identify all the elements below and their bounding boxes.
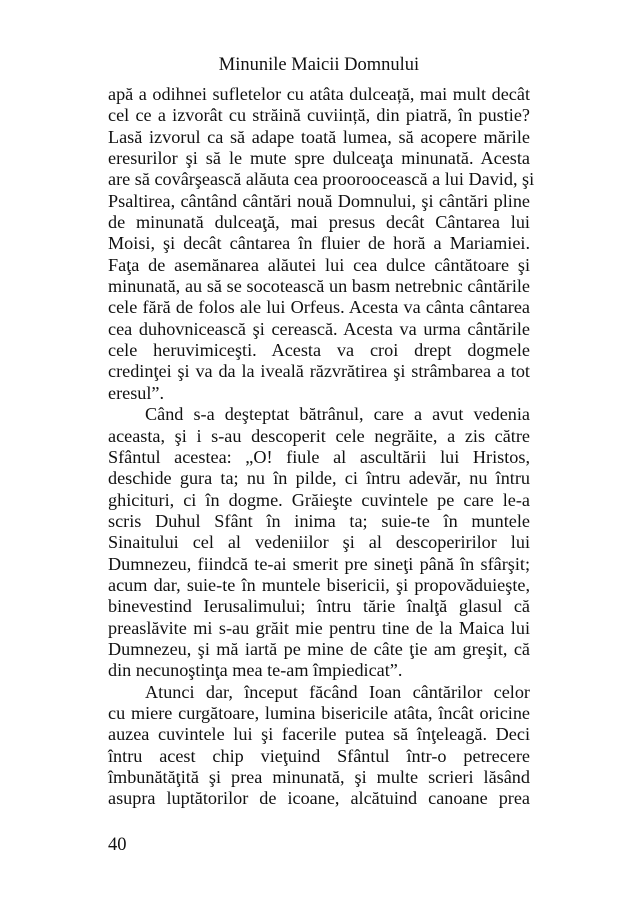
text-line: Psaltirea, cântând cântări nouă Domnului, şi cântări pline (108, 190, 530, 211)
text-line: Sinaitului cel al vedeniilor şi al descoperirilor lui (108, 532, 530, 553)
text-line: cea duhovnicească şi cerească. Acesta va urma cântările (108, 318, 530, 339)
text-line: are să covârşească alăuta cea prooroocească a lui David, şi (108, 169, 535, 190)
text-line: credinţei şi va da la iveală răzvrătirea şi strâmbarea a tot (108, 361, 530, 382)
paragraph-first-line: Când s-a deşteptat bătrânul, care a avut vedenia (145, 404, 530, 425)
text-line: minunată, au să se socotească un basm netrebnic cântările (108, 276, 530, 297)
text-line: scris Duhul Sfânt în inima ta; suie-te în muntele (108, 510, 530, 531)
text-line: apă a odihnei sufletelor cu atâta dulceață, mai mult decât (108, 84, 530, 104)
text-line: eresul”. (108, 382, 165, 403)
text-line: eresurilor şi să le mute spre dulceaţa minunată. Acesta (108, 148, 530, 169)
text-line: cele heruvimiceşti. Acesta va croi drept dogmele (108, 340, 530, 361)
running-header: Minunile Maicii Domnului (218, 55, 420, 75)
text-line: cu miere curgătoare, lumina bisericile atâta, încât oricine (108, 702, 530, 723)
text-line: Faţa de asemănarea alăutei lui cea dulce cântătoare şi (108, 254, 530, 275)
text-line: de minunată dulceaţă, mai presus decât Cântarea lui (108, 212, 530, 233)
body-text (108, 84, 535, 810)
text-line: cel ce a izvorât cu străină cuviință, din piatră, în pustie? (108, 105, 530, 126)
text-line: preaslăvite mi s-au grăit mie pentru tine de la Maica lui (108, 617, 530, 638)
text-line: din necunoştinţa mea te-am împiedicat”. (108, 660, 403, 681)
text-line: Dumnezeu, fiindcă te-ai smerit pre sineţi până în sfârşit; (108, 553, 530, 574)
page-number: 40 (108, 835, 127, 855)
text-line: deschide gura ta; nu în pilde, ci întru adevăr, nu întru (108, 468, 530, 489)
text-line: auzea cuvintele lui şi facerile putea să înţeleagă. Deci (108, 724, 530, 745)
text-line: cele fără de folos ale lui Orfeus. Acesta va cânta cântarea (108, 297, 530, 318)
text-line: Sfântul acestea: „O! fiule al ascultării lui Hristos, (108, 446, 530, 467)
text-line: ghicituri, ci în dogme. Grăieşte cuvintele pe care le-a (108, 489, 530, 510)
text-line: întru acest chip vieţuind Sfântul într-o petrecere (108, 745, 530, 766)
text-line: Lasă izvorul ca să adape toată lumea, să acopere mările (108, 126, 530, 147)
text-line: îmbunătăţită şi prea minunată, şi multe scrieri lăsând (108, 767, 530, 787)
text-line: Moisi, şi decât cântarea în fluier de horă a Mariamiei. (108, 233, 530, 254)
text-line: aceasta, şi i s-au descoperit cele negrăite, a zis către (108, 425, 530, 446)
paragraph-first-line: Atunci dar, început făcând Ioan cântărilor celor (145, 681, 530, 702)
text-line: acum dar, suie-te în muntele bisericii, şi propovăduieşte, (108, 574, 530, 595)
text-line: binevestind Ierusalimului; întru tărie înalţă glasul că (108, 596, 530, 617)
text-line: Dumnezeu, şi mă iartă pe mine de câte ţie am greşit, că (108, 638, 530, 659)
text-line: asupra luptătorilor de icoane, alcătuind canoane prea (108, 788, 530, 809)
